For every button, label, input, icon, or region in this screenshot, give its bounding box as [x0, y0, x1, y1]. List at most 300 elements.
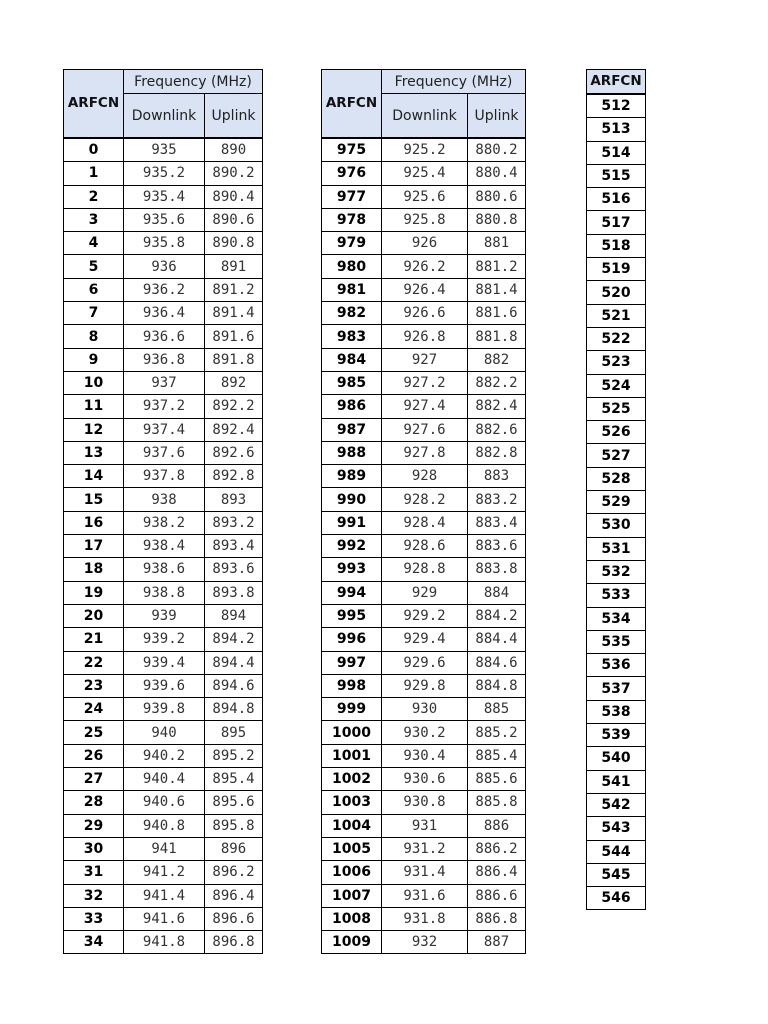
- downlink-cell: 938.4: [124, 535, 205, 558]
- table-row: [322, 721, 526, 744]
- arfcn-cell: 32: [64, 884, 124, 907]
- uplink-header: Uplink: [468, 94, 526, 139]
- uplink-cell: 882.4: [468, 395, 526, 418]
- arfcn-cell: 546: [587, 887, 646, 910]
- table-row: [587, 467, 646, 490]
- downlink-cell: 936.6: [124, 325, 205, 348]
- uplink-cell: 896.6: [205, 907, 263, 930]
- arfcn-table-2: [321, 69, 526, 954]
- arfcn-cell: 1009: [322, 931, 382, 954]
- downlink-cell: 939.6: [124, 674, 205, 697]
- table-row: [322, 162, 526, 185]
- arfcn-cell: 532: [587, 560, 646, 583]
- uplink-cell: 884.8: [468, 674, 526, 697]
- downlink-cell: 939.2: [124, 628, 205, 651]
- downlink-cell: 928.4: [382, 511, 468, 534]
- downlink-cell: 926: [382, 232, 468, 255]
- table-row: [587, 188, 646, 211]
- uplink-cell: 894: [205, 604, 263, 627]
- table-row: [64, 907, 263, 930]
- arfcn-cell: 0: [64, 138, 124, 162]
- downlink-cell: 931.4: [382, 861, 468, 884]
- downlink-cell: 929.4: [382, 628, 468, 651]
- table-row: [587, 700, 646, 723]
- downlink-cell: 931: [382, 814, 468, 837]
- arfcn-cell: 535: [587, 630, 646, 653]
- table-row: [587, 560, 646, 583]
- arfcn-cell: 522: [587, 327, 646, 350]
- table-row: [322, 302, 526, 325]
- uplink-cell: 896.4: [205, 884, 263, 907]
- arfcn-cell: 9: [64, 348, 124, 371]
- table-row: [322, 604, 526, 627]
- arfcn-cell: 518: [587, 234, 646, 257]
- table-row: [587, 351, 646, 374]
- table-row: [64, 581, 263, 604]
- uplink-cell: 886.8: [468, 907, 526, 930]
- arfcn-cell: 997: [322, 651, 382, 674]
- downlink-cell: 930.6: [382, 768, 468, 791]
- table-row: [64, 814, 263, 837]
- uplink-cell: 880.8: [468, 208, 526, 231]
- uplink-cell: 893.2: [205, 511, 263, 534]
- arfcn-cell: 540: [587, 747, 646, 770]
- uplink-cell: 894.6: [205, 674, 263, 697]
- arfcn-cell: 4: [64, 232, 124, 255]
- downlink-cell: 926.8: [382, 325, 468, 348]
- table-row: [587, 444, 646, 467]
- uplink-cell: 895.8: [205, 814, 263, 837]
- arfcn-table-3: [586, 69, 646, 910]
- arfcn-cell: 979: [322, 232, 382, 255]
- table-row: [64, 674, 263, 697]
- arfcn-cell: 975: [322, 138, 382, 162]
- uplink-cell: 894.8: [205, 698, 263, 721]
- table-row: [587, 258, 646, 281]
- arfcn-cell: 1: [64, 162, 124, 185]
- uplink-cell: 883.4: [468, 511, 526, 534]
- uplink-cell: 894.4: [205, 651, 263, 674]
- arfcn-cell: 33: [64, 907, 124, 930]
- table-row: [587, 281, 646, 304]
- table-row: [587, 840, 646, 863]
- downlink-cell: 941.2: [124, 861, 205, 884]
- table-row: [322, 138, 526, 162]
- table-row: [322, 768, 526, 791]
- downlink-cell: 928.6: [382, 535, 468, 558]
- arfcn-header: ARFCN: [64, 70, 124, 139]
- uplink-cell: 894.2: [205, 628, 263, 651]
- uplink-cell: 893.8: [205, 581, 263, 604]
- arfcn-cell: 976: [322, 162, 382, 185]
- uplink-cell: 881: [468, 232, 526, 255]
- arfcn-cell: 992: [322, 535, 382, 558]
- uplink-cell: 881.8: [468, 325, 526, 348]
- arfcn-cell: 519: [587, 258, 646, 281]
- table-row: [587, 374, 646, 397]
- downlink-cell: 925.6: [382, 185, 468, 208]
- table-row: [322, 791, 526, 814]
- uplink-cell: 883.2: [468, 488, 526, 511]
- arfcn-cell: 1003: [322, 791, 382, 814]
- downlink-cell: 929.6: [382, 651, 468, 674]
- downlink-cell: 935.6: [124, 208, 205, 231]
- table-row: [322, 418, 526, 441]
- table-row: [64, 162, 263, 185]
- uplink-cell: 896: [205, 837, 263, 860]
- arfcn-cell: 525: [587, 397, 646, 420]
- arfcn-cell: 23: [64, 674, 124, 697]
- table-row: [322, 255, 526, 278]
- table-row: [322, 931, 526, 954]
- arfcn-cell: 541: [587, 770, 646, 793]
- uplink-cell: 890: [205, 138, 263, 162]
- arfcn-cell: 994: [322, 581, 382, 604]
- table-row: [587, 304, 646, 327]
- arfcn-cell: 517: [587, 211, 646, 234]
- table-row: [64, 884, 263, 907]
- downlink-cell: 928.8: [382, 558, 468, 581]
- arfcn-cell: 25: [64, 721, 124, 744]
- downlink-cell: 935: [124, 138, 205, 162]
- uplink-cell: 891: [205, 255, 263, 278]
- downlink-cell: 939.4: [124, 651, 205, 674]
- table-row: [587, 630, 646, 653]
- arfcn-cell: 515: [587, 164, 646, 187]
- uplink-cell: 880.4: [468, 162, 526, 185]
- table-row: [64, 628, 263, 651]
- uplink-cell: 886: [468, 814, 526, 837]
- arfcn-cell: 15: [64, 488, 124, 511]
- uplink-cell: 886.6: [468, 884, 526, 907]
- uplink-cell: 882: [468, 348, 526, 371]
- uplink-cell: 895: [205, 721, 263, 744]
- table-row: [64, 138, 263, 162]
- table-row: [322, 348, 526, 371]
- downlink-cell: 927.8: [382, 441, 468, 464]
- downlink-cell: 940.4: [124, 768, 205, 791]
- downlink-cell: 925.8: [382, 208, 468, 231]
- table-row: [64, 325, 263, 348]
- arfcn-cell: 543: [587, 817, 646, 840]
- downlink-cell: 941.6: [124, 907, 205, 930]
- arfcn-cell: 3: [64, 208, 124, 231]
- uplink-cell: 895.2: [205, 744, 263, 767]
- table-row: [64, 441, 263, 464]
- arfcn-cell: 516: [587, 188, 646, 211]
- uplink-cell: 891.2: [205, 278, 263, 301]
- table-row: [322, 651, 526, 674]
- downlink-cell: 937.2: [124, 395, 205, 418]
- uplink-cell: 896.8: [205, 931, 263, 954]
- uplink-cell: 883.6: [468, 535, 526, 558]
- table-row: [64, 278, 263, 301]
- table-row: [322, 441, 526, 464]
- arfcn-cell: 530: [587, 514, 646, 537]
- uplink-cell: 881.4: [468, 278, 526, 301]
- table-row: [322, 558, 526, 581]
- table-row: [587, 164, 646, 187]
- arfcn-cell: 13: [64, 441, 124, 464]
- arfcn-cell: 20: [64, 604, 124, 627]
- table-row: [322, 465, 526, 488]
- arfcn-cell: 527: [587, 444, 646, 467]
- uplink-cell: 891.8: [205, 348, 263, 371]
- arfcn-cell: 542: [587, 793, 646, 816]
- table-row: [587, 724, 646, 747]
- arfcn-cell: 989: [322, 465, 382, 488]
- table-row: [587, 747, 646, 770]
- table-row: [64, 837, 263, 860]
- arfcn-cell: 2: [64, 185, 124, 208]
- uplink-cell: 892: [205, 371, 263, 394]
- arfcn-cell: 10: [64, 371, 124, 394]
- arfcn-cell: 1000: [322, 721, 382, 744]
- uplink-cell: 893.6: [205, 558, 263, 581]
- arfcn-cell: 5: [64, 255, 124, 278]
- downlink-cell: 930.4: [382, 744, 468, 767]
- arfcn-cell: 984: [322, 348, 382, 371]
- table-row: [587, 421, 646, 444]
- arfcn-header: ARFCN: [587, 70, 646, 95]
- uplink-cell: 890.4: [205, 185, 263, 208]
- uplink-cell: 882.8: [468, 441, 526, 464]
- downlink-cell: 932: [382, 931, 468, 954]
- arfcn-cell: 18: [64, 558, 124, 581]
- uplink-cell: 885.8: [468, 791, 526, 814]
- downlink-cell: 926.2: [382, 255, 468, 278]
- arfcn-cell: 533: [587, 584, 646, 607]
- arfcn-cell: 995: [322, 604, 382, 627]
- arfcn-cell: 7: [64, 302, 124, 325]
- table-row: [587, 537, 646, 560]
- uplink-cell: 887: [468, 931, 526, 954]
- table-row: [587, 770, 646, 793]
- arfcn-cell: 987: [322, 418, 382, 441]
- table-row: [64, 931, 263, 954]
- table-row: [587, 584, 646, 607]
- table-row: [64, 651, 263, 674]
- arfcn-cell: 8: [64, 325, 124, 348]
- uplink-cell: 880.2: [468, 138, 526, 162]
- uplink-cell: 896.2: [205, 861, 263, 884]
- downlink-cell: 931.2: [382, 837, 468, 860]
- table-row: [587, 397, 646, 420]
- table-row: [322, 861, 526, 884]
- table-row: [322, 674, 526, 697]
- frequency-header: Frequency (MHz): [124, 70, 263, 94]
- table-row: [587, 327, 646, 350]
- downlink-cell: 940.8: [124, 814, 205, 837]
- uplink-cell: 881.2: [468, 255, 526, 278]
- arfcn-cell: 980: [322, 255, 382, 278]
- arfcn-cell: 544: [587, 840, 646, 863]
- table-row: [64, 768, 263, 791]
- uplink-cell: 884: [468, 581, 526, 604]
- uplink-cell: 890.8: [205, 232, 263, 255]
- table-row: [64, 232, 263, 255]
- arfcn-cell: 1002: [322, 768, 382, 791]
- downlink-cell: 926.6: [382, 302, 468, 325]
- arfcn-cell: 521: [587, 304, 646, 327]
- uplink-cell: 884.2: [468, 604, 526, 627]
- arfcn-cell: 545: [587, 863, 646, 886]
- uplink-cell: 890.2: [205, 162, 263, 185]
- table-row: [64, 791, 263, 814]
- uplink-cell: 884.4: [468, 628, 526, 651]
- downlink-cell: 929: [382, 581, 468, 604]
- table-row: [322, 628, 526, 651]
- downlink-cell: 936: [124, 255, 205, 278]
- arfcn-cell: 514: [587, 141, 646, 164]
- arfcn-cell: 988: [322, 441, 382, 464]
- uplink-cell: 883: [468, 465, 526, 488]
- downlink-cell: 927: [382, 348, 468, 371]
- downlink-cell: 929.8: [382, 674, 468, 697]
- table-row: [587, 654, 646, 677]
- uplink-cell: 885.6: [468, 768, 526, 791]
- table-row: [587, 94, 646, 118]
- table-body: [322, 138, 526, 954]
- uplink-cell: 890.6: [205, 208, 263, 231]
- table-row: [64, 698, 263, 721]
- table-row: [587, 118, 646, 141]
- table-row: [64, 185, 263, 208]
- arfcn-cell: 16: [64, 511, 124, 534]
- frequency-header: Frequency (MHz): [382, 70, 526, 94]
- arfcn-cell: 31: [64, 861, 124, 884]
- uplink-cell: 892.8: [205, 465, 263, 488]
- arfcn-cell: 537: [587, 677, 646, 700]
- arfcn-cell: 986: [322, 395, 382, 418]
- uplink-cell: 892.4: [205, 418, 263, 441]
- arfcn-header: ARFCN: [322, 70, 382, 139]
- downlink-cell: 936.4: [124, 302, 205, 325]
- arfcn-cell: 999: [322, 698, 382, 721]
- downlink-cell: 931.8: [382, 907, 468, 930]
- downlink-cell: 930.8: [382, 791, 468, 814]
- table-row: [587, 211, 646, 234]
- table-row: [322, 395, 526, 418]
- arfcn-cell: 520: [587, 281, 646, 304]
- uplink-cell: 882.6: [468, 418, 526, 441]
- uplink-cell: 881.6: [468, 302, 526, 325]
- downlink-cell: 927.6: [382, 418, 468, 441]
- downlink-cell: 931.6: [382, 884, 468, 907]
- arfcn-cell: 19: [64, 581, 124, 604]
- arfcn-cell: 1004: [322, 814, 382, 837]
- table-row: [587, 793, 646, 816]
- arfcn-cell: 526: [587, 421, 646, 444]
- uplink-cell: 885: [468, 698, 526, 721]
- arfcn-cell: 536: [587, 654, 646, 677]
- arfcn-cell: 6: [64, 278, 124, 301]
- downlink-cell: 930.2: [382, 721, 468, 744]
- downlink-cell: 937.4: [124, 418, 205, 441]
- uplink-cell: 886.2: [468, 837, 526, 860]
- table-row: [322, 371, 526, 394]
- arfcn-cell: 534: [587, 607, 646, 630]
- downlink-cell: 938.6: [124, 558, 205, 581]
- arfcn-cell: 512: [587, 94, 646, 118]
- arfcn-cell: 1001: [322, 744, 382, 767]
- table-row: [64, 208, 263, 231]
- table-row: [64, 395, 263, 418]
- downlink-cell: 935.8: [124, 232, 205, 255]
- downlink-cell: 936.8: [124, 348, 205, 371]
- uplink-cell: 892.2: [205, 395, 263, 418]
- arfcn-cell: 529: [587, 491, 646, 514]
- table-row: [64, 418, 263, 441]
- downlink-cell: 929.2: [382, 604, 468, 627]
- arfcn-cell: 513: [587, 118, 646, 141]
- table-row: [322, 325, 526, 348]
- arfcn-cell: 21: [64, 628, 124, 651]
- downlink-cell: 925.2: [382, 138, 468, 162]
- table-row: [322, 837, 526, 860]
- uplink-cell: 885.2: [468, 721, 526, 744]
- arfcn-cell: 524: [587, 374, 646, 397]
- downlink-cell: 928: [382, 465, 468, 488]
- table-row: [64, 535, 263, 558]
- arfcn-cell: 14: [64, 465, 124, 488]
- table-row: [322, 907, 526, 930]
- table-body: [64, 138, 263, 954]
- arfcn-cell: 22: [64, 651, 124, 674]
- table-row: [587, 887, 646, 910]
- table-row: [64, 604, 263, 627]
- downlink-cell: 925.4: [382, 162, 468, 185]
- downlink-cell: 937.6: [124, 441, 205, 464]
- table-row: [587, 817, 646, 840]
- table-row: [322, 884, 526, 907]
- downlink-cell: 937.8: [124, 465, 205, 488]
- table-row: [64, 511, 263, 534]
- arfcn-cell: 538: [587, 700, 646, 723]
- arfcn-cell: 985: [322, 371, 382, 394]
- downlink-cell: 940.6: [124, 791, 205, 814]
- arfcn-cell: 24: [64, 698, 124, 721]
- arfcn-cell: 27: [64, 768, 124, 791]
- table-row: [64, 488, 263, 511]
- arfcn-cell: 1008: [322, 907, 382, 930]
- uplink-cell: 885.4: [468, 744, 526, 767]
- table-row: [64, 348, 263, 371]
- uplink-cell: 893: [205, 488, 263, 511]
- arfcn-cell: 998: [322, 674, 382, 697]
- arfcn-cell: 990: [322, 488, 382, 511]
- table-row: [64, 744, 263, 767]
- arfcn-cell: 17: [64, 535, 124, 558]
- arfcn-table-1: [63, 69, 263, 954]
- arfcn-cell: 977: [322, 185, 382, 208]
- downlink-cell: 940: [124, 721, 205, 744]
- table-row: [322, 232, 526, 255]
- arfcn-cell: 528: [587, 467, 646, 490]
- table-row: [587, 234, 646, 257]
- arfcn-cell: 539: [587, 724, 646, 747]
- arfcn-cell: 26: [64, 744, 124, 767]
- table-row: [587, 607, 646, 630]
- table-row: [64, 465, 263, 488]
- downlink-cell: 928.2: [382, 488, 468, 511]
- table-row: [587, 863, 646, 886]
- downlink-cell: 938.8: [124, 581, 205, 604]
- arfcn-cell: 981: [322, 278, 382, 301]
- downlink-cell: 939: [124, 604, 205, 627]
- table-row: [322, 698, 526, 721]
- table-row: [64, 861, 263, 884]
